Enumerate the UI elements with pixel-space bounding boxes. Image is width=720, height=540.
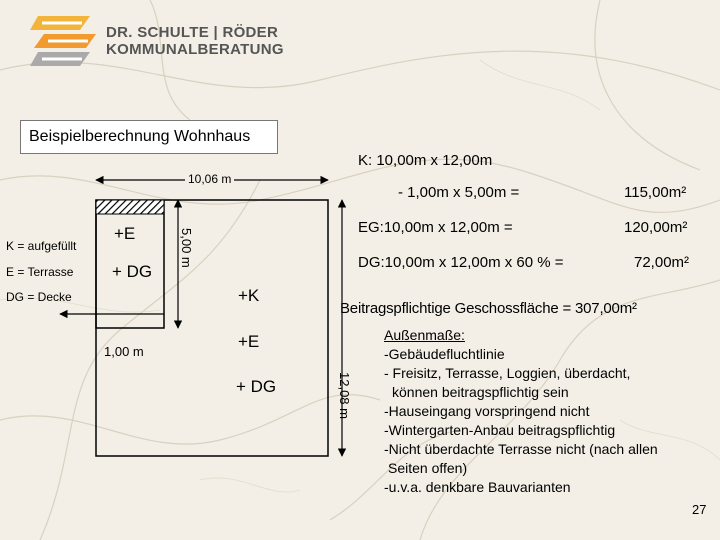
page-number: 27: [692, 502, 707, 517]
calc-k-heading: K: 10,00m x 12,00m: [358, 152, 493, 169]
calc-eg-result: 120,00m²: [624, 219, 688, 236]
hatched-edge: [96, 200, 164, 214]
notes-item: -Hauseingang vorspringend nicht: [384, 403, 590, 419]
inner-e-label: +E: [114, 224, 136, 243]
main-e-label: +E: [238, 332, 260, 351]
calc-total: Beitragspflichtige Geschossfläche = 307,00m²: [340, 300, 637, 317]
calc-eg: EG:10,00m x 12,00m =: [358, 219, 513, 236]
notes-block: [384, 326, 658, 497]
calc-dg: DG:10,00m x 12,00m x 60 % =: [358, 254, 564, 271]
notes-item: -Gebäudefluchtlinie: [384, 346, 505, 362]
legend-dg: DG = Decke: [6, 290, 72, 304]
notes-item: -Nicht überdachte Terrasse nicht (nach allen: [384, 441, 658, 457]
dg-depth-label: 5,00 m: [179, 228, 194, 268]
width-label: 10,06 m: [185, 172, 234, 186]
slide-title: Beispielberechnung Wohnhaus: [20, 120, 278, 154]
legend-e: E = Terrasse: [6, 265, 74, 279]
main-dg-label: + DG: [236, 377, 277, 396]
notes-item: Seiten offen): [388, 460, 468, 476]
notes-heading: Außenmaße:: [384, 327, 465, 343]
height-label: 12,08 m: [337, 372, 352, 419]
company-name-line2: KOMMUNALBERATUNG: [106, 41, 284, 58]
legend-k: K = aufgefüllt: [6, 239, 77, 253]
inner-dg-label: + DG: [112, 262, 153, 281]
setback-label: 1,00 m: [104, 344, 144, 359]
calc-dg-result: 72,00m²: [634, 254, 690, 271]
notes-item: - Freisitz, Terrasse, Loggien, überdacht,: [384, 365, 631, 381]
notes-item: -Wintergarten-Anbau beitragspflichtig: [384, 422, 616, 438]
calc-k-result: 115,00m²: [624, 184, 687, 201]
main-k-label: +K: [238, 286, 260, 305]
notes-item: -u.v.a. denkbare Bauvarianten: [384, 479, 571, 495]
company-name-line1: DR. SCHULTE | RÖDER: [106, 24, 279, 41]
calc-k-minus: - 1,00m x 5,00m =: [398, 184, 520, 201]
notes-item: können beitragspflichtig sein: [392, 384, 569, 400]
